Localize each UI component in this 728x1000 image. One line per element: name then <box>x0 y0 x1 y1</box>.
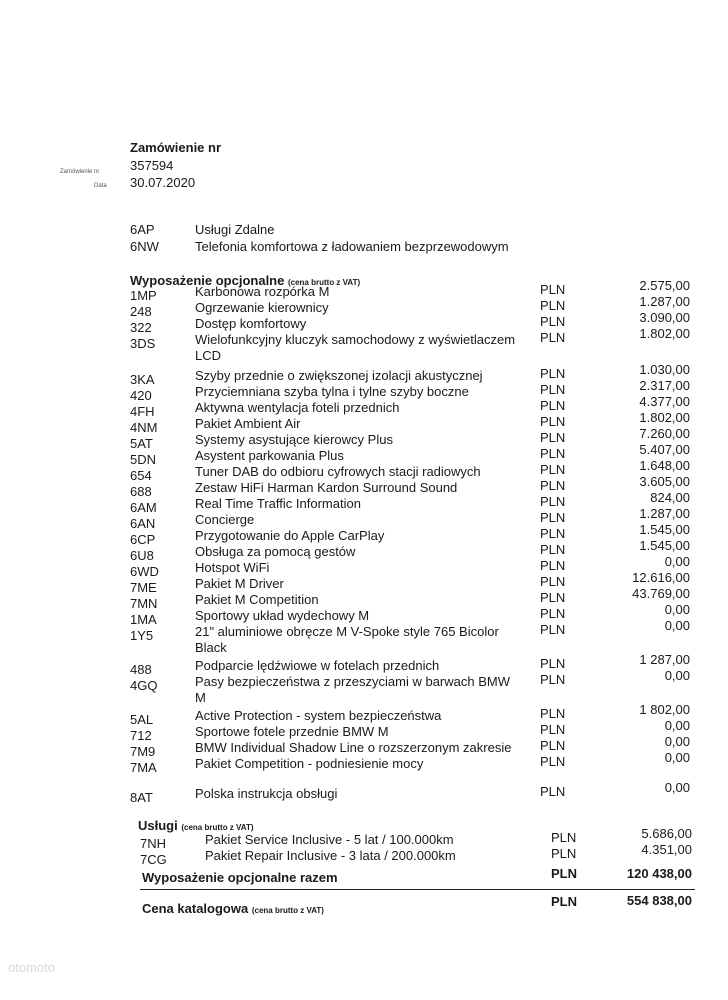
services-title: Usługi <box>138 818 178 833</box>
option-code: 7M9 <box>130 744 156 759</box>
service-description: Pakiet Repair Inclusive - 3 lata / 200.000km <box>205 848 456 863</box>
option-description: Podparcie lędźwiowe w fotelach przednich <box>195 658 440 673</box>
option-code: 6U8 <box>130 548 154 563</box>
option-description: Asystent parkowania Plus <box>195 448 344 463</box>
catalog-price-note: (cena brutto z VAT) <box>251 906 324 915</box>
option-currency: PLN <box>540 558 566 573</box>
option-currency: PLN <box>540 542 566 557</box>
option-price: 7.260,00 <box>639 426 690 441</box>
option-description: BMW Individual Shadow Line o rozszerzonym zakresie <box>195 740 512 755</box>
option-code: 6AN <box>130 516 156 531</box>
option-description: 21" aluminiowe obręcze M V-Spoke style 765 Bicolor <box>195 624 499 639</box>
catalog-price-value: 554 838,00 <box>626 893 692 908</box>
option-currency: PLN <box>540 606 566 621</box>
option-description: Concierge <box>195 512 255 527</box>
optional-equipment-note: (cena brutto z VAT) <box>287 278 361 287</box>
option-price: 1.648,00 <box>639 458 690 473</box>
date-label: Data <box>94 183 107 189</box>
option-code: 8AT <box>130 790 153 805</box>
option-currency: PLN <box>540 622 566 637</box>
option-currency: PLN <box>540 722 566 737</box>
option-currency: PLN <box>540 446 566 461</box>
catalog-price-heading <box>142 901 324 916</box>
service-currency: PLN <box>551 830 577 845</box>
watermark-text: otomoto <box>8 960 55 975</box>
order-date: 30.07.2020 <box>130 175 196 190</box>
option-price: 0,00 <box>664 718 690 733</box>
option-code: 712 <box>130 728 152 743</box>
option-description: Ogrzewanie kierownicy <box>195 300 329 315</box>
option-code: 420 <box>130 388 152 403</box>
option-price: 0,00 <box>664 602 690 617</box>
option-code: 322 <box>130 320 152 335</box>
option-description: Pakiet M Driver <box>195 576 284 591</box>
option-description: Systemy asystujące kierowcy Plus <box>195 432 393 447</box>
option-price: 0,00 <box>664 668 690 683</box>
option-price: 1.287,00 <box>639 506 690 521</box>
option-code: 6CP <box>130 532 156 547</box>
option-description: Przyciemniana szyba tylna i tylne szyby boczne <box>195 384 469 399</box>
optional-total-value: 120 438,00 <box>626 866 692 881</box>
option-price: 43.769,00 <box>632 586 690 601</box>
option-description: Aktywna wentylacja foteli przednich <box>195 400 400 415</box>
option-description: Pakiet Competition - podniesienie mocy <box>195 756 424 771</box>
option-code: 688 <box>130 484 152 499</box>
option-currency: PLN <box>540 478 566 493</box>
option-description: Przygotowanie do Apple CarPlay <box>195 528 385 543</box>
option-currency: PLN <box>540 738 566 753</box>
option-price: 1 287,00 <box>639 652 690 667</box>
option-currency: PLN <box>540 672 566 687</box>
option-description: Hotspot WiFi <box>195 560 270 575</box>
option-code: 7ME <box>130 580 157 595</box>
option-description: Zestaw HiFi Harman Kardon Surround Sound <box>195 480 458 495</box>
option-price: 1.030,00 <box>639 362 690 377</box>
option-code: 1Y5 <box>130 628 154 643</box>
service-description: Usługi Zdalne <box>195 222 275 237</box>
option-currency: PLN <box>540 430 566 445</box>
option-price: 0,00 <box>664 618 690 633</box>
option-code: 3DS <box>130 336 156 351</box>
option-description-line2: Black <box>195 640 227 655</box>
option-price: 824,00 <box>650 490 690 505</box>
catalog-price-currency: PLN <box>551 894 577 909</box>
option-currency: PLN <box>540 414 566 429</box>
option-currency: PLN <box>540 330 566 345</box>
service-code: 7NH <box>140 836 167 851</box>
optional-total-label: Wyposażenie opcjonalne razem <box>142 870 338 885</box>
option-price: 1.545,00 <box>639 538 690 553</box>
option-price: 0,00 <box>664 750 690 765</box>
service-price: 4.351,00 <box>641 842 692 857</box>
option-currency: PLN <box>540 510 566 525</box>
service-code: 6AP <box>130 222 155 237</box>
option-code: 4NM <box>130 420 158 435</box>
option-description-line2: LCD <box>195 348 222 363</box>
option-price: 1.287,00 <box>639 294 690 309</box>
option-currency: PLN <box>540 298 566 313</box>
option-code: 4FH <box>130 404 155 419</box>
option-price: 3.090,00 <box>639 310 690 325</box>
optional-equipment-title: Wyposażenie opcjonalne <box>130 273 285 288</box>
option-description: Tuner DAB do odbioru cyfrowych stacji radiowych <box>195 464 481 479</box>
service-code: 6NW <box>130 239 159 254</box>
option-description: Pasy bezpieczeństwa z przeszyciami w barwach BMW <box>195 674 510 689</box>
option-description: Sportowy układ wydechowy M <box>195 608 370 623</box>
option-currency: PLN <box>540 526 566 541</box>
option-price: 4.377,00 <box>639 394 690 409</box>
option-code: 7MA <box>130 760 157 775</box>
option-currency: PLN <box>540 784 566 799</box>
option-price: 0,00 <box>664 734 690 749</box>
option-description: Obsługa za pomocą gestów <box>195 544 356 559</box>
option-description-line2: M <box>195 690 206 705</box>
option-price: 3.605,00 <box>639 474 690 489</box>
option-description: Pakiet Ambient Air <box>195 416 301 431</box>
option-currency: PLN <box>540 382 566 397</box>
option-currency: PLN <box>540 754 566 769</box>
option-code: 1MP <box>130 288 157 303</box>
option-code: 5AT <box>130 436 153 451</box>
option-currency: PLN <box>540 462 566 477</box>
option-price: 0,00 <box>664 554 690 569</box>
option-currency: PLN <box>540 366 566 381</box>
option-code: 6WD <box>130 564 159 579</box>
service-description: Telefonia komfortowa z ładowaniem bezprzewodowym <box>195 239 509 254</box>
option-price: 12.616,00 <box>632 570 690 585</box>
option-currency: PLN <box>540 590 566 605</box>
option-currency: PLN <box>540 574 566 589</box>
services-note: (cena brutto z VAT) <box>181 823 254 832</box>
option-price: 1 802,00 <box>639 702 690 717</box>
option-description: Active Protection - system bezpieczeństwa <box>195 708 442 723</box>
option-description: Polska instrukcja obsługi <box>195 786 338 801</box>
services-heading <box>138 818 254 833</box>
service-price: 5.686,00 <box>641 826 692 841</box>
option-code: 5DN <box>130 452 157 467</box>
option-price: 1.802,00 <box>639 410 690 425</box>
option-currency: PLN <box>540 398 566 413</box>
option-currency: PLN <box>540 314 566 329</box>
option-price: 5.407,00 <box>639 442 690 457</box>
option-description: Sportowe fotele przednie BMW M <box>195 724 389 739</box>
service-currency: PLN <box>551 846 577 861</box>
totals-divider <box>140 889 695 890</box>
option-description: Pakiet M Competition <box>195 592 319 607</box>
option-price: 2.317,00 <box>639 378 690 393</box>
order-number: 357594 <box>130 158 174 173</box>
option-currency: PLN <box>540 656 566 671</box>
option-currency: PLN <box>540 706 566 721</box>
option-code: 654 <box>130 468 152 483</box>
option-code: 488 <box>130 662 152 677</box>
option-description: Wielofunkcyjny kluczyk samochodowy z wyświetlaczem <box>195 332 516 347</box>
order-number-label: Zamówienie nr <box>60 169 100 175</box>
option-description: Dostęp komfortowy <box>195 316 307 331</box>
option-code: 4GQ <box>130 678 158 693</box>
option-currency: PLN <box>540 494 566 509</box>
option-description: Karbonowa rozpórka M <box>195 284 330 299</box>
option-code: 5AL <box>130 712 154 727</box>
service-description: Pakiet Service Inclusive - 5 lat / 100.000km <box>205 832 454 847</box>
option-description: Real Time Traffic Information <box>195 496 361 511</box>
option-price: 1.545,00 <box>639 522 690 537</box>
option-price: 2.575,00 <box>639 278 690 293</box>
option-price: 1.802,00 <box>639 326 690 341</box>
option-code: 7MN <box>130 596 158 611</box>
page-title: Zamówienie nr <box>130 140 222 155</box>
option-code: 3KA <box>130 372 155 387</box>
option-code: 6AM <box>130 500 157 515</box>
option-code: 1MA <box>130 612 157 627</box>
option-price: 0,00 <box>664 780 690 795</box>
option-code: 248 <box>130 304 152 319</box>
catalog-price-label: Cena katalogowa <box>142 901 249 916</box>
option-description: Szyby przednie o zwiększonej izolacji akustycznej <box>195 368 483 383</box>
service-code: 7CG <box>140 852 167 867</box>
optional-total-currency: PLN <box>551 866 577 881</box>
option-currency: PLN <box>540 282 566 297</box>
